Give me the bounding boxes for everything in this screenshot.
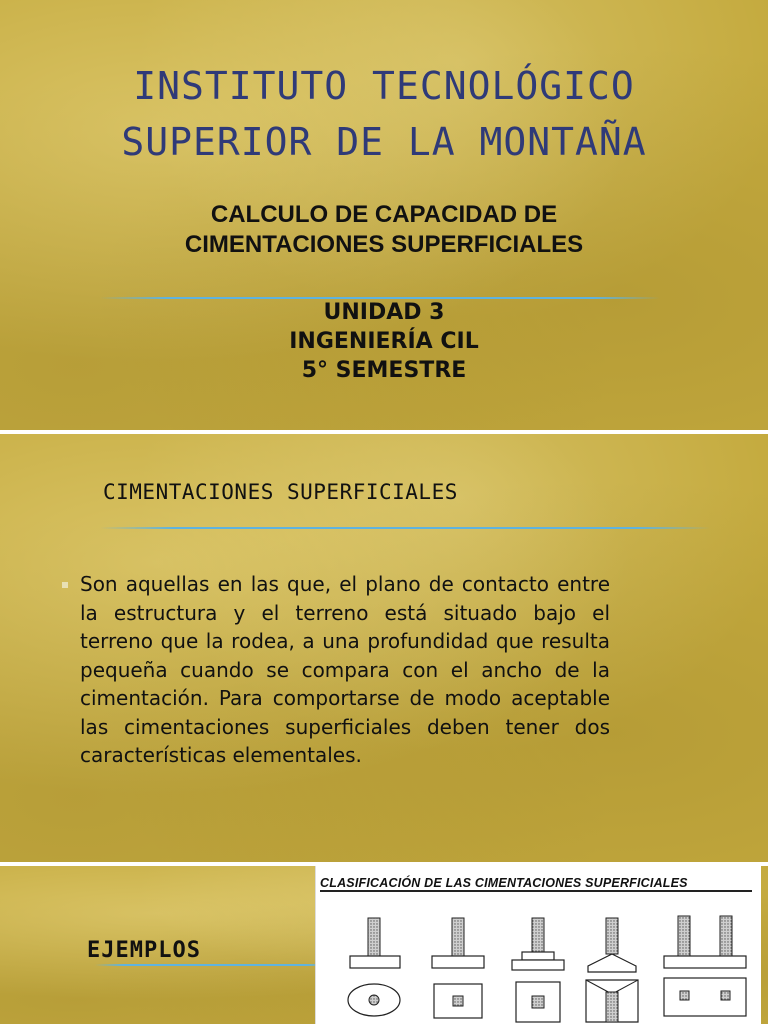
foundation-classification-figure	[315, 866, 761, 1024]
institution-title-line2: SUPERIOR DE LA MONTAÑA	[121, 120, 647, 164]
unit-label: UNIDAD 3	[323, 300, 445, 325]
title-slide	[0, 0, 768, 430]
semester-label: 5° SEMESTRE	[301, 358, 467, 383]
subtitle-line2: CIMENTACIONES SUPERFICIALES	[184, 231, 584, 258]
bullet-list	[62, 570, 610, 770]
section-divider	[100, 527, 710, 529]
career-label: INGENIERÍA CIL	[289, 329, 479, 354]
examples-slide	[0, 866, 768, 1024]
bullet-text: Son aquellas en las que, el plano de contacto entre la estructura y el terreno está situado bajo el terreno que la rodea, a una profundidad que resulta pequeña cuando se compara con el ancho de la cimentación. Para comportarse de modo aceptable las cimentaciones superficiales deben tener dos características elementales.	[80, 572, 610, 767]
figure-caption: CLASIFICACIÓN DE LAS CIMENTACIONES SUPERFICIALES	[320, 876, 688, 890]
footing-stepped-drawing	[512, 918, 564, 1022]
examples-heading: EJEMPLOS	[87, 938, 201, 963]
examples-divider	[95, 964, 335, 966]
footing-sloped-drawing	[586, 918, 638, 1022]
footing-combined-drawing	[664, 916, 746, 1016]
course-info	[0, 298, 768, 385]
footing-square-drawing	[432, 918, 484, 1018]
institution-title-line1: INSTITUTO TECNOLÓGICO	[133, 64, 635, 108]
institution-title	[0, 58, 768, 170]
subtitle-line1: CALCULO DE CAPACIDAD DE	[210, 201, 558, 228]
definition-slide	[0, 434, 768, 862]
bullet-marker-icon	[62, 582, 68, 588]
foundation-drawings	[316, 866, 761, 1024]
presentation-subtitle	[0, 200, 768, 260]
section-heading: CIMENTACIONES SUPERFICIALES	[103, 480, 458, 504]
footing-circular-drawing	[348, 918, 400, 1016]
